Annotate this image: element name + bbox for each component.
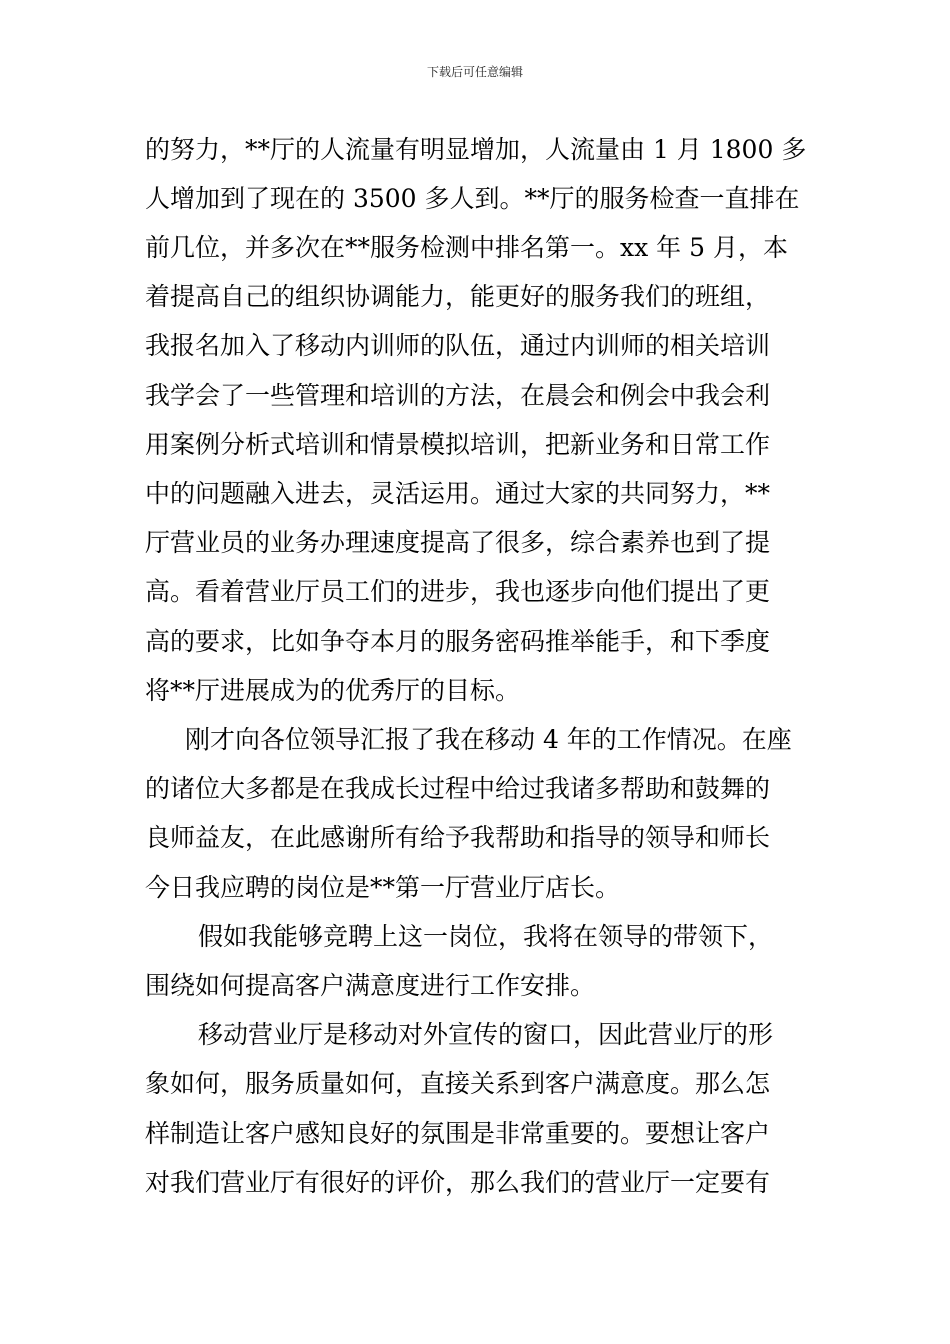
paragraph-first-line: 刚才向各位领导汇报了我在移动 4 年的工作情况。在座 <box>185 725 792 754</box>
text-line: 用案例分析式培训和情景模拟培训，把新业务和日常工作 <box>145 430 771 459</box>
text-line: 着提高自己的组织协调能力，能更好的服务我们的班组， <box>145 282 771 311</box>
text-line: 对我们营业厅有很好的评价，那么我们的营业厅一定要有 <box>145 1168 771 1197</box>
text-line: 良师益友，在此感谢所有给予我帮助和指导的领导和师长 <box>145 823 771 852</box>
text-line: 我学会了一些管理和培训的方法，在晨会和例会中我会利 <box>145 381 771 410</box>
text-line: 中的问题融入进去，灵活运用。通过大家的共同努力，** <box>145 479 771 508</box>
text-line: 象如何，服务质量如何，直接关系到客户满意度。那么怎 <box>145 1069 771 1098</box>
text-line: 高。看着营业厅员工们的进步，我也逐步向他们提出了更 <box>145 577 771 606</box>
page-header: 下载后可任意编辑 <box>426 65 523 79</box>
paragraph-first-line: 移动营业厅是移动对外宣传的窗口，因此营业厅的形 <box>198 1020 774 1049</box>
text-line: 我报名加入了移动内训师的队伍，通过内训师的相关培训 <box>145 331 771 360</box>
paragraph-first-line: 假如我能够竞聘上这一岗位，我将在领导的带领下， <box>198 922 774 951</box>
text-line: 人增加到了现在的 3500 多人到。**厅的服务检查一直排在 <box>145 184 800 213</box>
text-line: 的努力，**厅的人流量有明显增加，人流量由 1 月 1800 多 <box>145 135 807 164</box>
text-line: 厅营业员的业务办理速度提高了很多，综合素养也到了提 <box>145 528 771 557</box>
text-line: 的诸位大多都是在我成长过程中给过我诸多帮助和鼓舞的 <box>145 774 771 803</box>
text-line: 高的要求，比如争夺本月的服务密码推举能手，和下季度 <box>145 627 771 656</box>
text-line: 样制造让客户感知良好的氛围是非常重要的。要想让客户 <box>145 1119 771 1148</box>
text-line: 围绕如何提高客户满意度进行工作安排。 <box>145 971 596 1000</box>
text-line: 将**厅进展成为的优秀厅的目标。 <box>145 676 521 705</box>
text-line: 今日我应聘的岗位是**第一厅营业厅店长。 <box>145 873 621 902</box>
text-line: 前几位，并多次在**服务检测中排名第一。xx 年 5 月，本 <box>145 233 788 262</box>
